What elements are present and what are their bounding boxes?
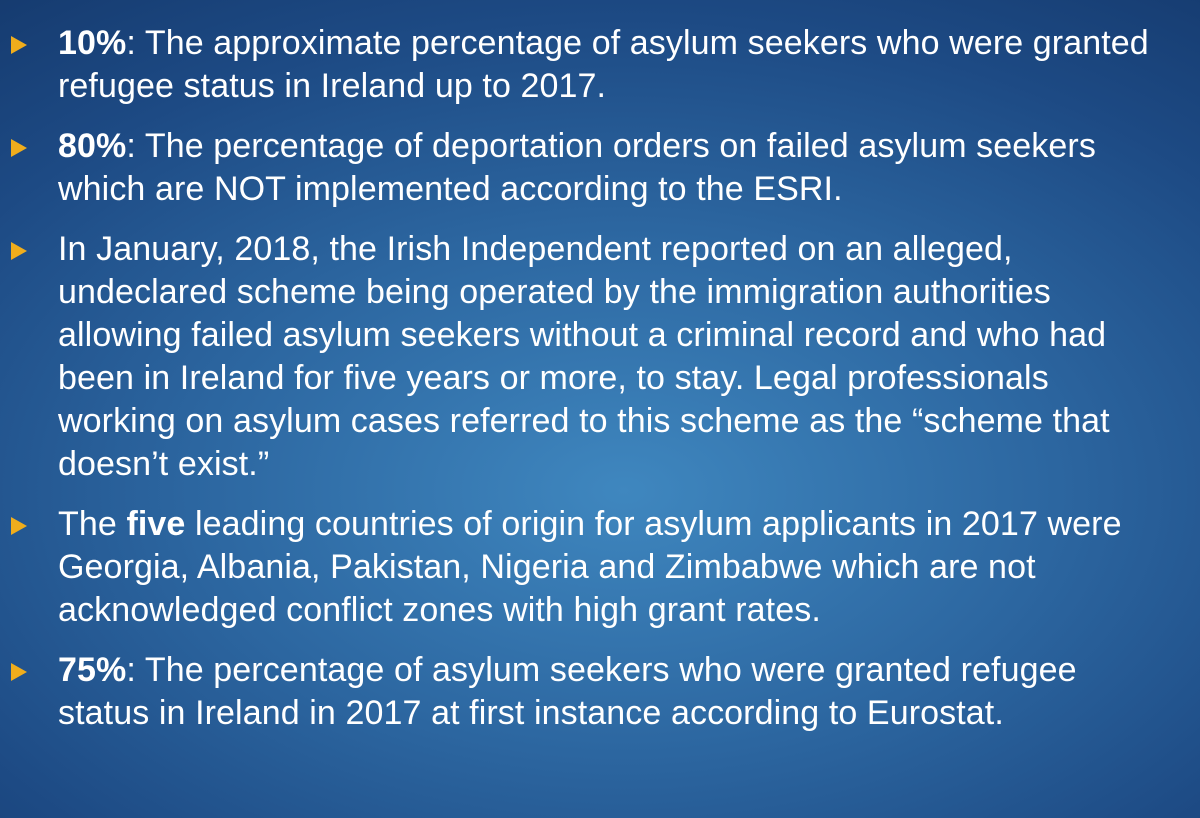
bullet-text: : The approximate percentage of asylum seekers who were granted refugee status in Ireland up to 2017. <box>58 24 1149 105</box>
bullet-list <box>0 22 1200 752</box>
bullet-text: In January, 2018, the Irish Independent reported on an alleged, undeclared scheme being operated by the immigration authorities allowing failed asylum seekers without a criminal record and who had been in Ireland for five years or more, to stay. Legal professionals working on asylum cases referred to this scheme as the “scheme that doesn’t exist.” <box>58 230 1110 483</box>
triangle-right-icon <box>11 139 27 157</box>
bullet-text: leading countries of origin for asylum applicants in 2017 were Georgia, Albania, Pakistan, Nigeria and Zimbabwe which are not acknowledged conflict zones with high grant rates. <box>58 505 1122 629</box>
triangle-right-icon <box>11 36 27 54</box>
triangle-right-icon <box>11 663 27 681</box>
bullet-item-asylum-grant-rate <box>0 22 1200 108</box>
bullet-text: : The percentage of asylum seekers who were granted refugee status in Ireland in 2017 at first instance according to Eurostat. <box>58 651 1077 732</box>
bullet-item-deportation-orders <box>0 125 1200 211</box>
bullet-highlight: 80% <box>58 127 127 165</box>
bullet-item-undeclared-scheme <box>0 228 1200 486</box>
bullet-item-countries-of-origin <box>0 503 1200 632</box>
bullet-text: : The percentage of deportation orders on failed asylum seekers which are NOT implemented according to the ESRI. <box>58 127 1096 208</box>
bullet-highlight: 10% <box>58 24 127 62</box>
bullet-highlight: 75% <box>58 651 127 689</box>
bullet-text-prefix: The <box>58 505 127 543</box>
bullet-item-first-instance-grants <box>0 649 1200 735</box>
triangle-right-icon <box>11 517 27 535</box>
triangle-right-icon <box>11 242 27 260</box>
bullet-highlight: five <box>126 505 186 543</box>
